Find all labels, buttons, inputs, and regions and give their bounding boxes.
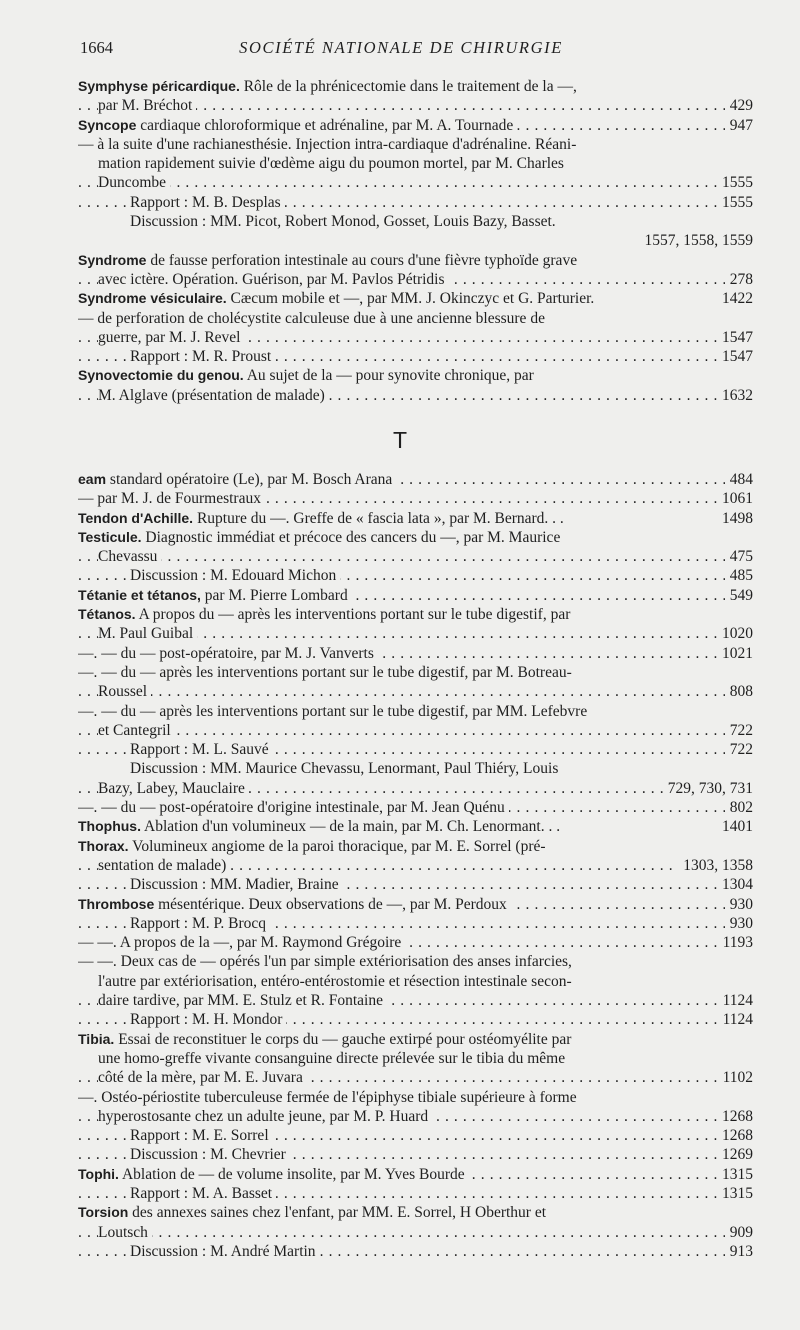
entry-text (130, 915, 270, 932)
running-title: SOCIÉTÉ NATIONALE DE CHIRURGIE (239, 38, 563, 57)
entry-keyword: Thrombose (78, 895, 155, 912)
index-entry-line (78, 270, 753, 289)
entry-description: Diagnostic immédiat et précoce des cancers du —, par M. Maurice (141, 528, 561, 546)
index-section-s (78, 77, 753, 405)
entry-description: Au sujet de la — pour synovite chronique, par (243, 367, 534, 385)
entry-page-reference: 1124 (718, 1010, 753, 1029)
entry-description: —. — du — après les interventions portant sur le tube digestif, par M. Botreau- (78, 663, 572, 681)
entry-text (78, 953, 572, 970)
entry-text (78, 645, 378, 662)
entry-description: Discussion : MM. Madier, Braine (130, 876, 339, 894)
index-entry-line (78, 1184, 753, 1203)
entry-text (78, 367, 534, 384)
index-entry-line (78, 1242, 753, 1261)
entry-description: Duncombe (98, 174, 167, 192)
entry-text (130, 1011, 286, 1028)
entry-page-reference: 1269 (717, 1145, 753, 1164)
entry-description: Bazy, Labey, Mauclaire (98, 779, 245, 797)
index-entry-line (78, 328, 753, 347)
entry-keyword: Tétanos. (78, 606, 136, 623)
entry-page-reference: 1268 (717, 1126, 753, 1145)
entry-page-reference: 1102 (718, 1068, 753, 1087)
entry-description: sentation de malade) (98, 856, 227, 874)
entry-description: des annexes saines chez l'enfant, par MM. E. Sorrel, H Oberthur et (128, 1204, 547, 1222)
entry-description: —. Ostéo-périostite tuberculeuse fermée de l'épiphyse tibiale supérieure à forme (78, 1088, 577, 1106)
entry-page-reference: 1555 (717, 193, 753, 212)
index-entry-line (78, 856, 753, 875)
entry-description: une homo-greffe vivante consanguine directe prélevée sur le tibia du même (98, 1049, 566, 1067)
entry-description: Rôle de la phrénicectomie dans le traitement de la —, (239, 78, 577, 95)
entry-keyword: Tendon d'Achille. (78, 509, 194, 526)
entry-text (98, 1069, 307, 1086)
entry-text (130, 194, 285, 211)
entry-text (98, 973, 572, 990)
entry-keyword: Synovectomie du genou. (78, 367, 244, 384)
entry-description: Rapport : M. A. Basset (130, 1184, 273, 1202)
entry-keyword: Tétanie et tétanos, (78, 586, 201, 603)
entry-text (78, 664, 572, 681)
entry-page-reference: 1401 (717, 817, 753, 836)
entry-text (98, 155, 564, 172)
entry-text (98, 780, 249, 797)
entry-text (78, 78, 577, 95)
entry-text (78, 587, 352, 604)
entry-text (78, 1166, 469, 1183)
entry-text (98, 722, 175, 739)
entry-text (98, 1108, 432, 1125)
entry-text (130, 213, 556, 230)
index-entry-line (78, 470, 753, 489)
index-entry-line (78, 154, 753, 173)
entry-description: M. Alglave (présentation de malade) (98, 386, 325, 404)
entry-page-reference: 1315 (717, 1165, 753, 1184)
entry-page-reference: 1268 (717, 1107, 753, 1126)
entry-page-reference: 1303, 1358 (678, 856, 753, 875)
entry-description: A propos du — après les interventions portant sur le tube digestif, par (135, 606, 571, 624)
entry-description: de fausse perforation intestinale au cours d'une fièvre typhoïde grave (146, 251, 578, 269)
entry-page-reference: 484 (725, 470, 753, 489)
entry-text (78, 136, 576, 153)
entry-page-reference: 1547 (717, 328, 753, 347)
entry-page-reference: 1304 (717, 875, 753, 894)
index-entry-line (78, 386, 753, 405)
index-entry-line (78, 837, 753, 856)
entry-text (130, 1146, 290, 1163)
entry-page-reference: 1422 (717, 289, 753, 308)
entry-page-reference: 429 (725, 96, 753, 115)
entry-text (130, 760, 558, 777)
entry-description: Essai de reconstituer le corps du — gauche extirpé pour ostéomyélite par (114, 1030, 572, 1048)
entry-page-reference: 1555 (717, 173, 753, 192)
entry-description: Volumineux angiome de la paroi thoracique, par M. E. Sorrel (pré- (128, 837, 546, 855)
entry-description: Rapport : M. B. Desplas (130, 193, 281, 211)
entry-keyword: Syndrome (78, 251, 147, 268)
entry-keyword: Syncope (78, 116, 137, 133)
entry-description: Discussion : MM. Picot, Robert Monod, Gosset, Louis Bazy, Basset. (130, 213, 556, 231)
entry-page-reference: 1632 (717, 386, 753, 405)
entry-page-reference: 802 (725, 798, 753, 817)
entry-text (78, 252, 577, 269)
entry-page-reference: 1021 (717, 644, 753, 663)
entry-text (130, 567, 340, 584)
entry-description: guerre, par M. J. Revel (98, 328, 241, 346)
entry-page-reference: 1498 (717, 509, 753, 528)
entry-text (98, 992, 387, 1009)
index-entry-line (78, 528, 753, 547)
entry-description: par M. Bréchot (98, 97, 193, 115)
entry-page-reference: 808 (725, 682, 753, 701)
entry-page-reference: 278 (725, 270, 753, 289)
entry-page-reference: 909 (725, 1223, 753, 1242)
entry-description: Rupture du —. Greffe de « fascia lata », par M. Bernard. . . (193, 509, 564, 527)
entry-description: Discussion : M. André Martin (130, 1242, 316, 1260)
entry-page-reference: 1124 (718, 991, 753, 1010)
entry-keyword: Thorax. (78, 837, 129, 854)
index-entry-line (78, 135, 753, 154)
entry-text (130, 348, 275, 365)
entry-page-reference: 722 (725, 740, 753, 759)
entry-description: — à la suite d'une rachianesthésie. Injection intra-cardiaque d'adrénaline. Réani- (78, 135, 577, 153)
entry-description: — par M. J. de Fourmestraux (78, 490, 261, 508)
entry-text (78, 510, 564, 527)
index-entry-line (78, 624, 753, 643)
entry-description: —. — du — après les interventions portant sur le tube digestif, par MM. Lefebvre (78, 702, 588, 720)
index-entry-line (78, 1203, 753, 1222)
index-entry-line (78, 1010, 753, 1029)
index-entry-line (78, 991, 753, 1010)
entry-description: Discussion : MM. Maurice Chevassu, Lenormant, Paul Thiéry, Louis (130, 760, 559, 778)
entry-text (78, 1089, 577, 1106)
entry-text (98, 329, 244, 346)
entry-description: mésentérique. Deux observations de —, par M. Perdoux (154, 895, 507, 913)
index-entry-line (78, 721, 753, 740)
entry-description: —. — du — post-opératoire d'origine intestinale, par M. Jean Quénu (78, 799, 505, 817)
entry-text (98, 387, 329, 404)
entry-text (78, 799, 509, 816)
entry-description: — —. A propos de la —, par M. Raymond Grégoire (78, 934, 402, 952)
index-entry-line (78, 605, 753, 624)
index-entry-line (78, 1107, 753, 1126)
entry-description: Chevassu (98, 548, 158, 566)
entry-description: Discussion : M. Chevrier (130, 1146, 286, 1164)
entry-keyword: Syndrome vésiculaire. (78, 290, 227, 307)
page-number: 1664 (80, 38, 113, 57)
entry-text (98, 271, 449, 288)
entry-keyword: Torsion (78, 1204, 129, 1221)
entry-description: Ablation de — de volume insolite, par M. Yves Bourde (118, 1165, 465, 1183)
entry-keyword: Symphyse péricardique. (78, 78, 240, 94)
entry-description: Loutsch (98, 1223, 148, 1241)
index-entry-line (78, 972, 753, 991)
entry-text (78, 529, 560, 546)
entry-description: daire tardive, par MM. E. Stulz et R. Fontaine (98, 992, 383, 1010)
index-entry-line (78, 1068, 753, 1087)
index-entry-line (78, 644, 753, 663)
entry-description: — de perforation de cholécystite calculeuse due à une ancienne blessure de (78, 309, 545, 327)
index-entry-line (78, 212, 753, 231)
entry-keyword: Testicule. (78, 528, 142, 545)
entry-page-reference: 1020 (717, 624, 753, 643)
index-entry-line (78, 309, 753, 328)
index-section-t (78, 470, 753, 1261)
entry-description: Rapport : M. P. Brocq (130, 914, 267, 932)
entry-text (78, 818, 560, 835)
index-entry-line (78, 1049, 753, 1068)
entry-page-reference: 947 (725, 116, 753, 135)
entry-text (98, 625, 197, 642)
entry-text (98, 1050, 565, 1067)
entry-description: côté de la mère, par M. E. Juvara (98, 1069, 303, 1087)
entry-page-reference: 485 (725, 566, 753, 585)
index-entry-line (78, 1165, 753, 1184)
entry-page-reference: 1315 (717, 1184, 753, 1203)
entry-page-reference: 729, 730, 731 (663, 779, 753, 798)
index-entry-line (78, 702, 753, 721)
index-entry-line (78, 116, 753, 135)
index-entry-line (78, 663, 753, 682)
index-entry-line (78, 1030, 753, 1049)
entry-page-reference: 1061 (717, 489, 753, 508)
entry-description: Roussel (98, 683, 148, 701)
entry-description: Ablation d'un volumineux — de la main, par M. Ch. Lenormant. . . (141, 818, 561, 836)
entry-page-reference: 930 (725, 914, 753, 933)
index-entry-line (78, 96, 753, 115)
index-entry-line (78, 875, 753, 894)
entry-text (78, 703, 587, 720)
entry-text (98, 174, 170, 191)
index-entry-line (78, 817, 753, 836)
entry-text (130, 741, 273, 758)
entry-text (98, 97, 196, 114)
entry-keyword: Thophus. (78, 818, 141, 835)
entry-description: mation rapidement suivie d'œdème aigu du poumon mortel, par M. Charles (98, 155, 564, 173)
running-header (80, 38, 722, 62)
index-entry-line (78, 489, 753, 508)
index-entry-line (78, 1126, 753, 1145)
entry-text (78, 310, 545, 327)
entry-page-reference: 1193 (718, 933, 753, 952)
entry-description: hyperostosante chez un adulte jeune, par M. P. Huard (98, 1107, 429, 1125)
index-entry-line (78, 1145, 753, 1164)
entry-description: et Cantegril (98, 721, 171, 739)
entry-description: — —. Deux cas de — opérés l'un par simple extériorisation des anses infarcies, (78, 953, 572, 971)
index-entry-line (78, 895, 753, 914)
index-entry-line (78, 798, 753, 817)
entry-text (78, 606, 570, 623)
entry-description: Discussion : M. Edouard Michon (130, 567, 337, 585)
entry-keyword: Tibia. (78, 1030, 115, 1047)
entry-description: Rapport : M. E. Sorrel (130, 1127, 269, 1145)
entry-text (78, 896, 511, 913)
index-entry-line (78, 1223, 753, 1242)
entry-text (130, 1127, 273, 1144)
entry-text (98, 683, 151, 700)
index-entry-line (78, 1088, 753, 1107)
entry-description: par M. Pierre Lombard (200, 586, 348, 604)
entry-description: cardiaque chloroformique et adrénaline, par M. A. Tournade (136, 116, 514, 134)
index-entry-line (78, 173, 753, 192)
index-entry-line (78, 933, 753, 952)
index-entry-line (78, 682, 753, 701)
index-entry-line (78, 231, 753, 250)
entry-page-reference: 475 (725, 547, 753, 566)
entry-text (130, 1243, 320, 1260)
entry-text (78, 1031, 571, 1048)
entry-description: M. Paul Guibal (98, 625, 194, 643)
entry-description: Cæcum mobile et —, par MM. J. Okinczyc et G. Parturier. (226, 290, 595, 308)
index-entry-line (78, 509, 753, 528)
section-letter-t: T (392, 427, 408, 453)
entry-text (98, 857, 230, 874)
entry-description: —. — du — post-opératoire, par M. J. Vanverts (78, 644, 374, 662)
index-entry-line (78, 289, 753, 308)
entry-text (98, 548, 161, 565)
entry-page-reference: 1557, 1558, 1559 (640, 231, 754, 250)
index-entry-line (78, 952, 753, 971)
entry-text (78, 838, 546, 855)
entry-text (78, 471, 396, 488)
entry-description: l'autre par extériorisation, entéro-entérostomie et résection intestinale secon- (98, 972, 572, 990)
entry-text (78, 290, 594, 307)
entry-text (78, 117, 517, 134)
entry-description: avec ictère. Opération. Guérison, par M. Pavlos Pétridis (98, 270, 445, 288)
entry-description: Rapport : M. R. Proust (130, 348, 272, 366)
index-entry-line (78, 740, 753, 759)
entry-text (130, 876, 343, 893)
entry-description: Rapport : M. H. Mondor (130, 1011, 283, 1029)
index-entry-line (78, 586, 753, 605)
entry-text (98, 1224, 152, 1241)
index-entry-line (78, 77, 753, 96)
entry-description: Rapport : M. L. Sauvé (130, 741, 269, 759)
entry-page-reference: 1547 (717, 347, 753, 366)
index-entry-line (78, 547, 753, 566)
entry-page-reference: 930 (725, 895, 753, 914)
entry-keyword: eam (78, 471, 107, 487)
index-entry-line (78, 193, 753, 212)
entry-text (78, 934, 405, 951)
index-entry-line (78, 779, 753, 798)
index-entry-line (78, 366, 753, 385)
entry-text (130, 1185, 276, 1202)
entry-page-reference: 722 (725, 721, 753, 740)
index-entry-line (78, 347, 753, 366)
entry-page-reference: 913 (725, 1242, 753, 1261)
entry-description: standard opératoire (Le), par M. Bosch Arana (106, 471, 393, 488)
entry-text (78, 490, 265, 507)
entry-keyword: Tophi. (78, 1165, 119, 1182)
index-entry-line (78, 914, 753, 933)
entry-text (78, 1204, 546, 1221)
index-entry-line (78, 566, 753, 585)
index-entry-line (78, 759, 753, 778)
index-entry-line (78, 251, 753, 270)
entry-page-reference: 549 (725, 586, 753, 605)
